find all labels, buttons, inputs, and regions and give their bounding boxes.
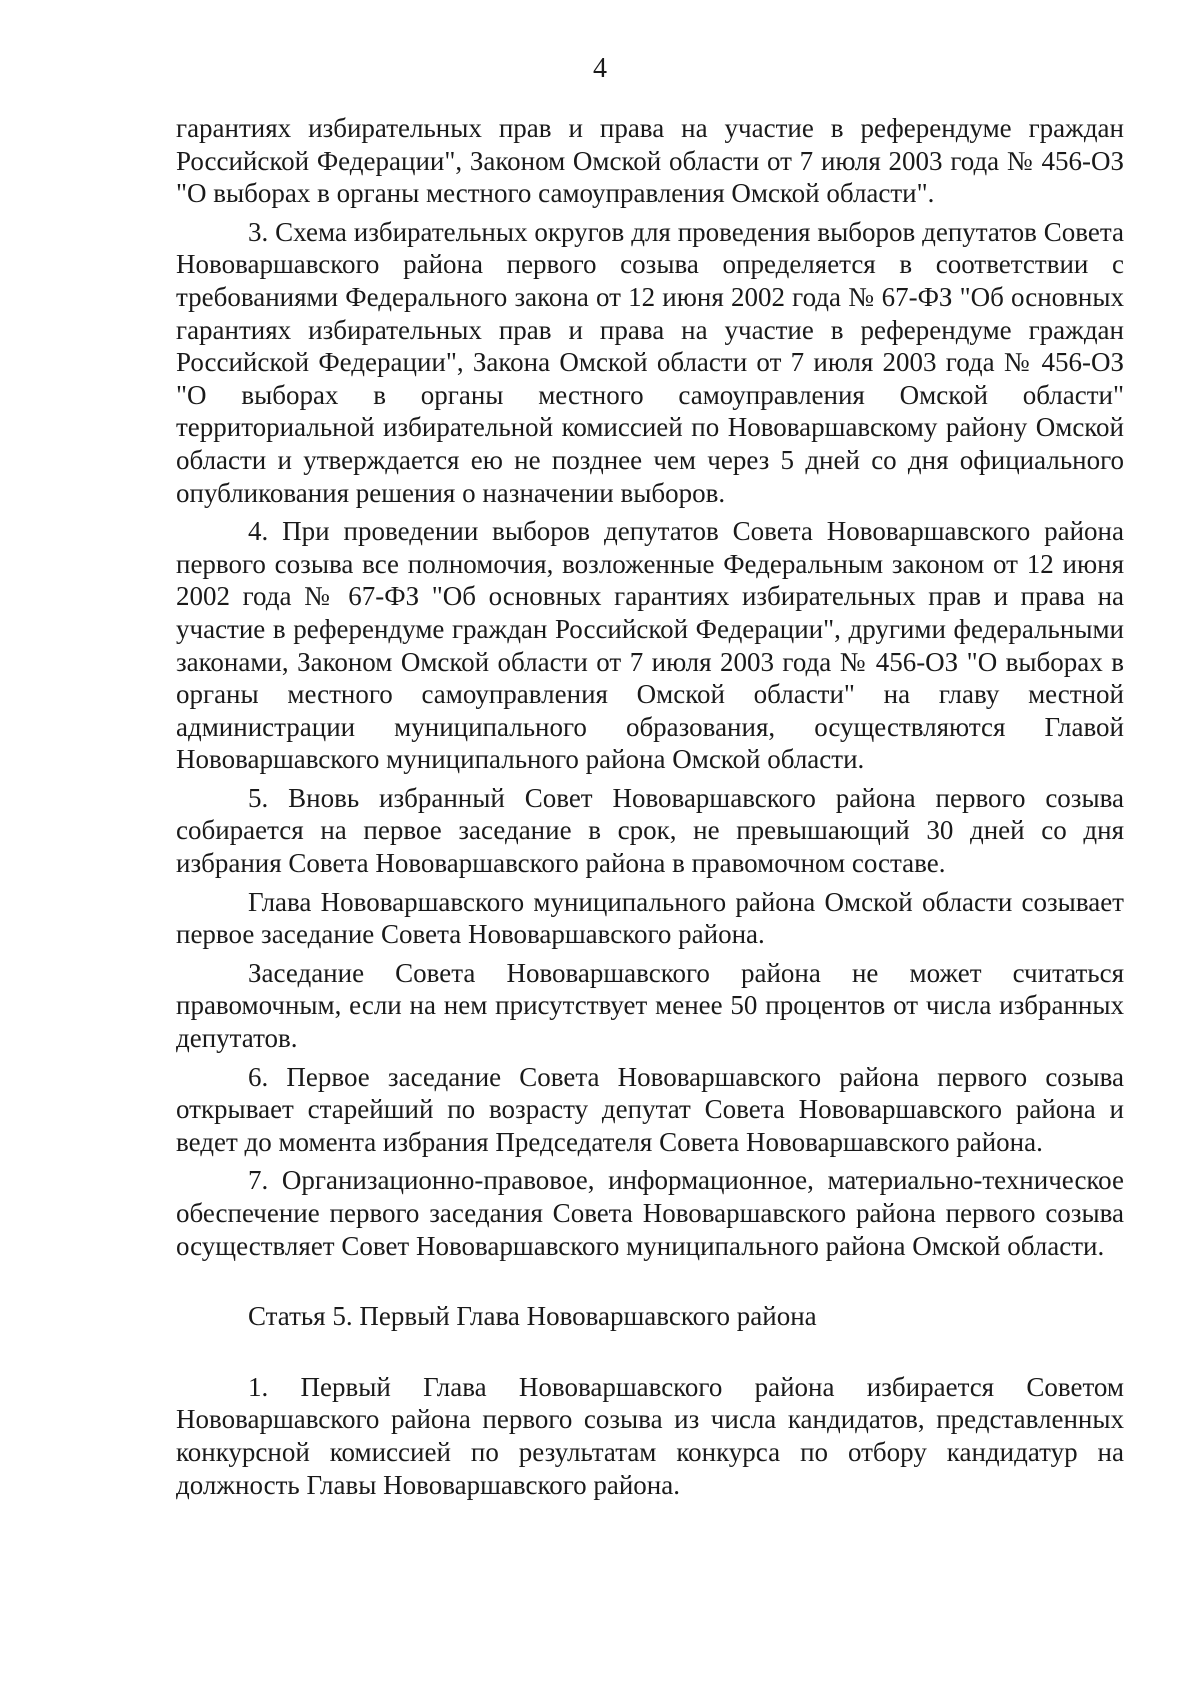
article-paragraph-1: 1. Первый Глава Нововаршавского района избирается Советом Нововаршавского района первого созыва из числа кандидатов, представленных конкурсной комиссией по результатам конкурса по отбору кандидатур на должность Главы Нововаршавского района. [176, 1371, 1124, 1500]
paragraph-item-5: 5. Вновь избранный Совет Нововаршавского района первого созыва собирается на первое заседание в срок, не превышающий 30 дней со дня избрания Совета Нововаршавского района в правомочном составе. [176, 782, 1124, 879]
page-number: 4 [593, 53, 607, 84]
paragraph-quorum: Заседание Совета Нововаршавского района не может считаться правомочным, если на нем присутствует менее 50 процентов от числа избранных депутатов. [176, 957, 1124, 1054]
paragraph-item-3: 3. Схема избирательных округов для проведения выборов депутатов Совета Нововаршавского района первого созыва определяется в соответствии с требованиями Федерального закона от 12 июня 2002 года № 67-ФЗ "Об основных гарантиях избирательных прав и права на участие в референдуме граждан Российской Федерации", Закона Омской области от 7 июля 2003 года № 456-ОЗ "О выборах в органы местного самоуправления Омской области" территориальной избирательной комиссией по Нововаршавскому району Омской области и утверждается ею не позднее чем через 5 дней со дня официального опубликования решения о назначении выборов. [176, 216, 1124, 508]
paragraph-item-4: 4. При проведении выборов депутатов Совета Нововаршавского района первого созыва все полномочия, возложенные Федеральным законом от 12 июня 2002 года № 67-ФЗ "Об основных гарантиях избирательных прав и права на участие в референдуме граждан Российской Федерации", другими федеральными законами, Законом Омской области от 7 июля 2003 года № 456-ОЗ "О выборах в органы местного самоуправления Омской области" на главу местной администрации муниципального образования, осуществляются Главой Нововаршавского муниципального района Омской области. [176, 516, 1124, 775]
paragraph-item-7: 7. Организационно-правовое, информационное, материально-техническое обеспечение первого заседания Совета Нововаршавского района первого созыва осуществляет Совет Нововаршавского муниципального района Омской области. [176, 1165, 1124, 1261]
paragraph-continuation: гарантиях избирательных прав и права на участие в референдуме граждан Российской Федерации", Законом Омской области от 7 июля 2003 года № 456-ОЗ "О выборах в органы местного самоуправления Омской области". [176, 113, 1124, 209]
paragraph-item-6: 6. Первое заседание Совета Нововаршавского района первого созыва открывает старейший по возрасту депутат Совета Нововаршавского района и ведет до момента избрания Председателя Совета Нововаршавского района. [176, 1061, 1124, 1157]
paragraph-head-convenes: Глава Нововаршавского муниципального района Омской области созывает первое заседание Совета Нововаршавского района. [176, 886, 1124, 950]
article-heading: Статья 5. Первый Глава Нововаршавского района [248, 1301, 817, 1332]
document-body [176, 112, 1124, 1501]
